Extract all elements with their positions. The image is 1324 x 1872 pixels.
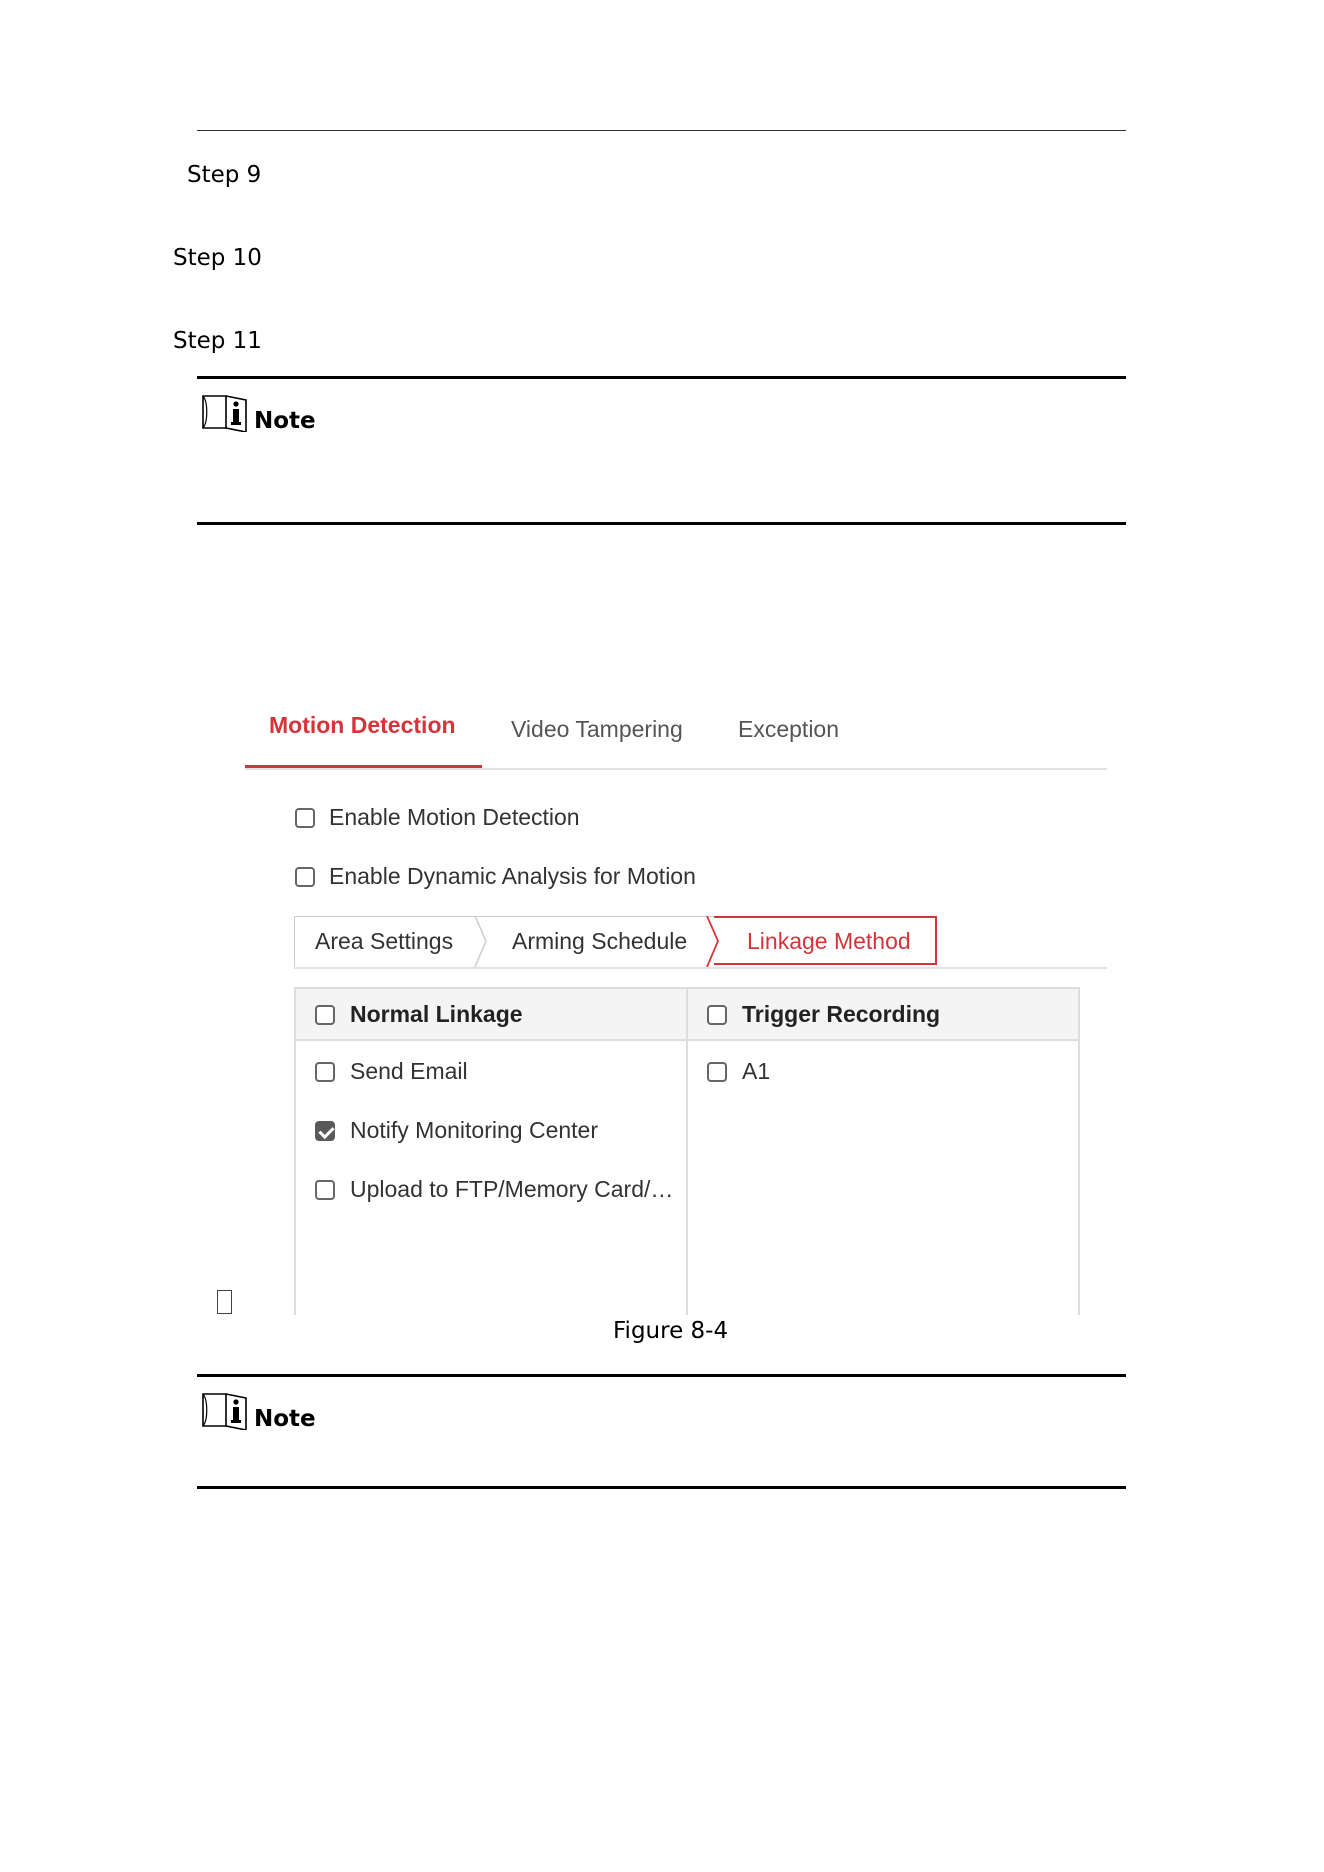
- subtab-frame-top: [294, 916, 714, 917]
- subtab-arming-schedule[interactable]: Arming Schedule: [512, 928, 688, 954]
- upload-ftp-label: Upload to FTP/Memory Card/…: [350, 1176, 674, 1202]
- upload-ftp-checkbox[interactable]: [315, 1180, 335, 1200]
- linkage-table: [294, 987, 1080, 1315]
- send-email-label: Send Email: [350, 1058, 468, 1084]
- note-bottom-rule: [197, 1486, 1126, 1489]
- book-info-icon: [200, 1390, 256, 1430]
- header-rule: [197, 130, 1126, 131]
- tab-exception[interactable]: Exception: [738, 716, 840, 742]
- enable-motion-detection-checkbox[interactable]: [295, 808, 315, 828]
- linkage-table-divider: [686, 987, 688, 1315]
- step-11-label: Step 11: [173, 328, 262, 354]
- a1-label: A1: [742, 1058, 771, 1084]
- notify-monitoring-center-checkbox[interactable]: [315, 1121, 335, 1141]
- note-bottom-rule: [197, 522, 1126, 525]
- enable-motion-detection-label: Enable Motion Detection: [329, 804, 580, 830]
- event-tabs: [245, 690, 1107, 770]
- notify-monitoring-center-label: Notify Monitoring Center: [350, 1117, 598, 1143]
- send-email-checkbox[interactable]: [315, 1062, 335, 1082]
- subtab-frame-left: [294, 916, 295, 967]
- motion-detection-screenshot: [245, 690, 1107, 1315]
- chevron-right-icon: [473, 916, 489, 967]
- detection-subtabs: [294, 916, 1107, 969]
- subtab-linkage-method[interactable]: Linkage Method: [747, 928, 911, 954]
- linkage-table-left-border: [294, 987, 296, 1315]
- trigger-recording-checkbox[interactable]: [707, 1005, 727, 1025]
- normal-linkage-checkbox[interactable]: [315, 1005, 335, 1025]
- trigger-recording-header: Trigger Recording: [742, 1001, 941, 1027]
- linkage-table-right-border: [1078, 987, 1080, 1315]
- note-label: Note: [254, 408, 316, 434]
- normal-linkage-header: Normal Linkage: [350, 1001, 523, 1027]
- note-heading: [200, 392, 316, 432]
- step-10-label: Step 10: [173, 245, 262, 271]
- note-top-rule: [197, 1374, 1126, 1377]
- note-heading: [200, 1390, 316, 1430]
- placeholder-glyph-box: [217, 1290, 232, 1314]
- note-top-rule: [197, 376, 1126, 379]
- figure-caption: Figure 8-4: [613, 1318, 729, 1344]
- active-tab-underline: [245, 765, 482, 768]
- enable-dynamic-analysis-checkbox[interactable]: [295, 867, 315, 887]
- subtab-area-settings[interactable]: Area Settings: [315, 928, 454, 954]
- book-info-icon: [200, 392, 256, 432]
- enable-dynamic-analysis-label: Enable Dynamic Analysis for Motion: [329, 863, 696, 889]
- tab-video-tampering[interactable]: Video Tampering: [511, 716, 683, 742]
- tab-motion-detection[interactable]: Motion Detection: [269, 712, 456, 738]
- note-label: Note: [254, 1406, 316, 1432]
- a1-checkbox[interactable]: [707, 1062, 727, 1082]
- step-9-label: Step 9: [187, 162, 262, 188]
